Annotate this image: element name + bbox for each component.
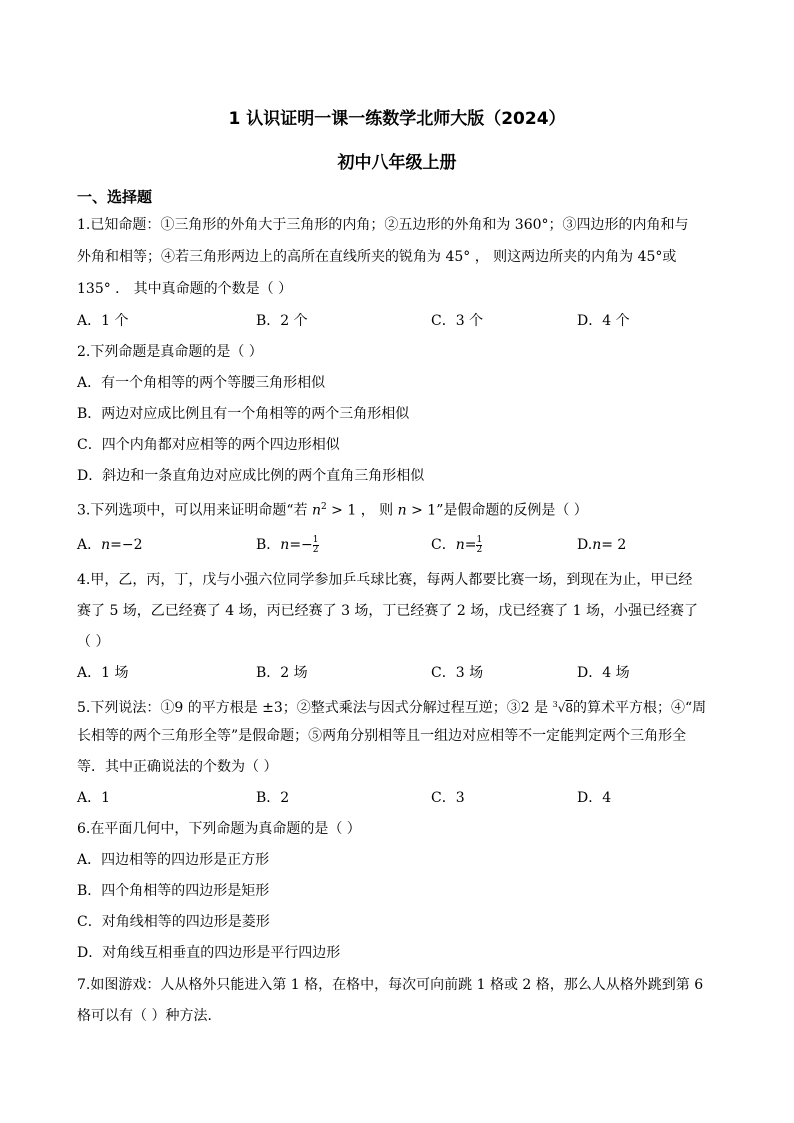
q3-option-d-var: n [592,537,602,553]
q3-stem-part-3: > 1”是假命题的反例是（ ） [406,502,588,519]
q3-option-d-value: = 2 [601,537,627,553]
q3-stem-variable-2: n [397,502,407,519]
fraction-denominator: 2 [476,544,483,555]
q3-option-b-value: =− [289,537,313,553]
q5-option-c: C．3 [431,790,465,806]
q3-option-b-letter: B． [256,537,281,553]
fraction-numerator: 1 [476,534,483,545]
q4-line-2: 赛了 5 场，乙已经赛了 4 场，丙已经赛了 3 场，丁已经赛了 2 场，戊已经赛了 1 场，小强已经赛了 [77,603,699,619]
q3-option-b [256,535,319,555]
q3-option-a [77,535,143,555]
q1-option-c: C．3 个 [431,313,484,329]
root-radicand: 8 [565,701,573,715]
document-title: 1 认识证明一课一练数学北师大版（2024） [228,109,566,129]
q5-line-1 [77,695,706,718]
q1-line-1: 1.已知命题：①三角形的外角大于三角形的内角；②五边形的外角和为 360°；③四边形的内角和与 [77,217,689,233]
cube-root-symbol: $^3$√8 [552,700,573,715]
q3-option-d-letter: D. [577,537,593,553]
q4-option-c: C．3 场 [431,665,484,681]
q5-line-1-part-1: 5.下列说法：①9 的平方根是 ±3；②整式乘法与因式分解过程互逆；③2 是 [77,700,553,716]
q3-option-a-var: n [101,537,111,553]
q3-stem-part-1: 3.下列选项中，可以用来证明命题“若 [77,502,312,519]
q4-line-3: （ ） [77,634,110,650]
q5-line-3: 等．其中正确说法的个数为（ ） [77,759,278,775]
q6-option-c: C．对角线相等的四边形是菱形 [77,914,270,930]
q3-option-d [577,535,626,555]
q3-stem-exponent: 2 [321,502,327,512]
section-heading: 一、选择题 [77,188,153,206]
q7-line-1: 7.如图游戏：人从格外只能进入第 1 格，在格中，每次可向前跳 1 格或 2 格，那么人从格外跳到第 6 [77,977,704,993]
q6-option-b: B．四个角相等的四边形是矩形 [77,883,270,899]
q3-option-a-letter: A． [77,537,102,553]
q4-option-b: B．2 场 [256,665,308,681]
fraction-denominator: 2 [312,544,319,555]
q4-option-a: A．1 场 [77,665,129,681]
q1-line-2: 外角和相等；④若三角形两边上的高所在直线所夹的锐角为 45° ， 则这两边所夹的内角为 45°或 [77,249,677,265]
q2-option-a: A．有一个角相等的两个等腰三角形相似 [77,375,326,391]
q3-option-c-fraction [476,536,482,555]
q1-option-b: B．2 个 [256,313,308,329]
root-index: 3 [552,700,558,709]
q1-option-a: A．1 个 [77,313,129,329]
fraction-numerator: 1 [312,534,319,545]
q5-option-a: A．1 [77,790,111,806]
q4-line-1: 4.甲，乙，丙，丁，戊与小强六位同学参加乒乓球比赛，每两人都要比赛一场，到现在为止，甲已经 [77,572,693,588]
q1-line-3: 135° ． 其中真命题的个数是（ ） [77,281,293,297]
document-subtitle: 初中八年级上册 [337,153,457,173]
q4-option-d: D．4 场 [577,665,630,681]
q3-stem-part-2: > 1 ， 则 [326,502,398,519]
q3-option-b-var: n [280,537,290,553]
q3-option-c [431,535,482,555]
q2-option-b: B．两边对应成比例且有一个角相等的两个三角形相似 [77,406,410,422]
q3-option-b-fraction [313,536,319,555]
q2-stem: 2.下列命题是真命题的是（ ） [77,344,263,360]
q6-option-a: A．四边相等的四边形是正方形 [77,852,270,868]
q5-option-d: D．4 [577,790,612,806]
q3-stem-variable: n [311,502,321,519]
q3-option-c-var: n [455,537,465,553]
q6-stem: 6.在平面几何中，下列命题为真命题的是（ ） [77,821,361,837]
q5-line-2: 长相等的两个三角形全等”是假命题；⑤两角分别相等且一组边对应相等不一定能判定两个三角形全 [77,728,687,744]
q3-option-a-value: =−2 [110,537,143,553]
q6-option-d: D．对角线互相垂直的四边形是平行四边形 [77,945,341,961]
q3-option-c-letter: C． [431,537,456,553]
q2-option-d: D．斜边和一条直角边对应成比例的两个直角三角形相似 [77,468,425,484]
q5-option-b: B．2 [256,790,290,806]
q5-line-1-part-2: 的算术平方根；④“周 [573,700,707,716]
q2-option-c: C．四个内角都对应相等的两个四边形相似 [77,437,340,453]
q3-option-c-value: = [464,537,477,553]
q3-stem [77,497,588,521]
q7-line-2: 格可以有（ ）种方法． [77,1008,222,1024]
q1-option-d: D．4 个 [577,313,630,329]
